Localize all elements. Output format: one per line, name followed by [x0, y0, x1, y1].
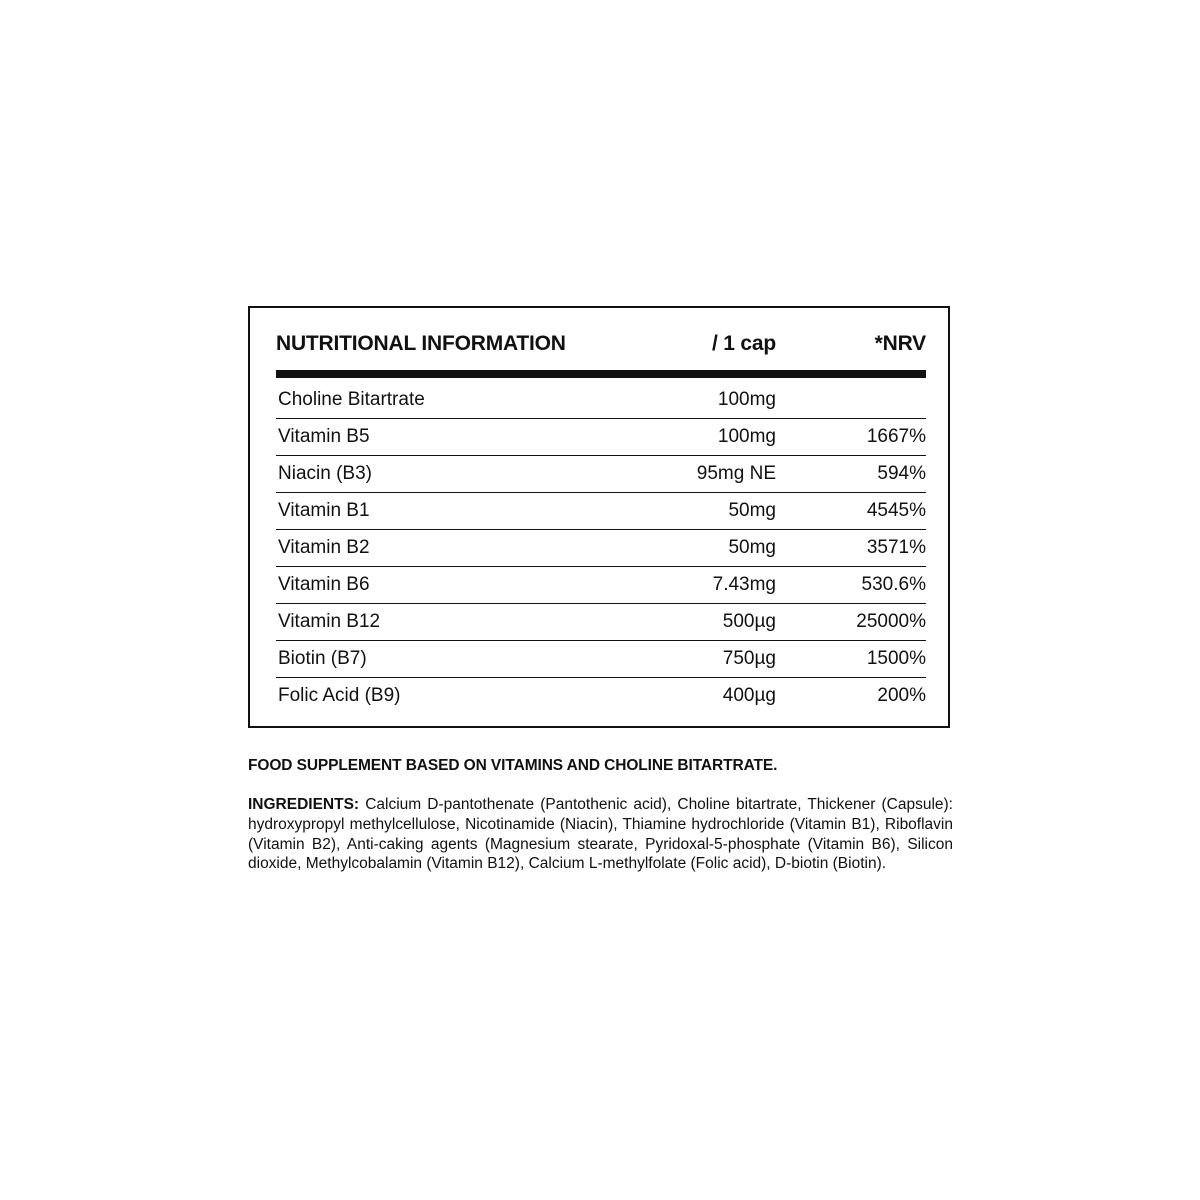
header-nrv: *NRV — [874, 332, 926, 355]
nutrient-amount: 500µg — [722, 611, 776, 632]
nutrient-amount: 750µg — [722, 648, 776, 669]
ingredients-text: Calcium D-pantothenate (Pantothenic acid), Choline bitartrate, Thickener (Capsule): hydroxypropyl methylcellulose, Nicotinamide (Niacin), Thiamine hydrochloride (Vitamin B1), Riboflavin (Vitamin B2), Anti-caking agents (Magnesium stearate, Pyridoxal-5-phosphate (Vitamin B6), Silicon dioxide, Methylcobalamin (Vitamin B12), Calcium L-methylfolate (Folic acid), D-biotin (Biotin). — [248, 796, 953, 873]
nutrient-name: Biotin (B7) — [278, 648, 367, 669]
table-header — [276, 326, 926, 356]
nutrient-name: Vitamin B6 — [278, 574, 370, 595]
nutrient-amount: 100mg — [717, 389, 776, 410]
nutrient-name: Vitamin B12 — [278, 611, 381, 632]
nutrient-nrv: 25000% — [856, 611, 926, 632]
table-row — [276, 567, 926, 604]
nutrient-nrv: 1500% — [866, 648, 926, 669]
ingredients-label: INGREDIENTS: — [248, 796, 360, 813]
nutrient-name: Vitamin B2 — [278, 537, 370, 558]
header-nutrient: NUTRITIONAL INFORMATION — [276, 332, 566, 355]
nutrient-nrv: 530.6% — [861, 574, 926, 595]
header-divider — [276, 370, 926, 378]
table-row — [276, 678, 926, 714]
nutrient-name: Folic Acid (B9) — [278, 685, 401, 706]
ingredients-paragraph — [248, 795, 953, 874]
nutrient-nrv: 594% — [877, 463, 926, 484]
table-body — [276, 382, 926, 714]
nutrient-name: Choline Bitartrate — [278, 389, 425, 410]
table-row — [276, 419, 926, 456]
table-row — [276, 493, 926, 530]
nutrient-nrv: 3571% — [866, 537, 926, 558]
nutrient-nrv: 200% — [877, 685, 926, 706]
nutrition-panel — [248, 306, 950, 728]
table-row — [276, 456, 926, 493]
table-row — [276, 604, 926, 641]
nutrient-amount: 400µg — [722, 685, 776, 706]
nutrient-name: Vitamin B1 — [278, 500, 370, 521]
nutrient-nrv: 4545% — [866, 500, 926, 521]
nutrient-amount: 50mg — [728, 500, 776, 521]
nutrient-name: Vitamin B5 — [278, 426, 370, 447]
table-row — [276, 641, 926, 678]
nutrient-amount: 50mg — [728, 537, 776, 558]
table-row — [276, 382, 926, 419]
nutrient-nrv: 1667% — [866, 426, 926, 447]
nutrient-amount: 7.43mg — [712, 574, 776, 595]
nutrient-name: Niacin (B3) — [278, 463, 372, 484]
nutrient-amount: 95mg NE — [696, 463, 776, 484]
supplement-title: FOOD SUPPLEMENT BASED ON VITAMINS AND CHOLINE BITARTRATE. — [248, 757, 778, 774]
nutrition-table — [276, 326, 926, 714]
header-per-cap: / 1 cap — [712, 332, 776, 355]
table-row — [276, 530, 926, 567]
nutrient-amount: 100mg — [717, 426, 776, 447]
